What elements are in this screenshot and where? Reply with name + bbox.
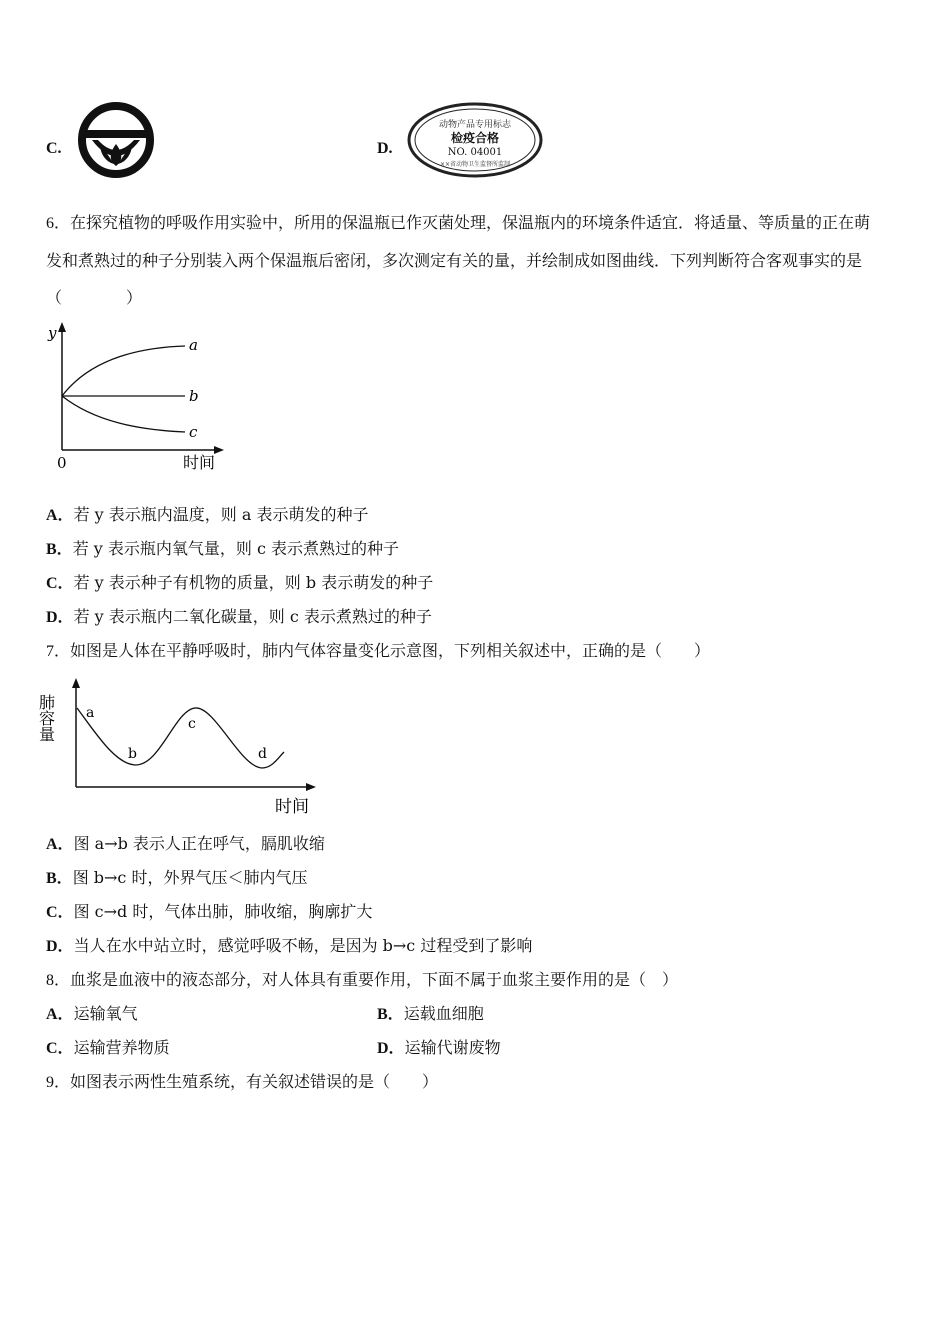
q8-text: 8．血浆是血液中的液态部分，对人体具有重要作用，下面不属于血浆主要作用的是（ ） (46, 972, 679, 989)
q7-curve (77, 708, 284, 768)
q8-option-c-letter: C． (46, 1040, 74, 1057)
q6-y-label: y (48, 324, 57, 342)
q7-option-a-text: 图 a→b 表示人正在呼气，膈肌收缩 (73, 834, 325, 853)
q8-option-c[interactable] (46, 1035, 170, 1058)
green-food-logo-icon (76, 100, 156, 180)
q6-curve-c-label: c (189, 423, 198, 441)
q6-curve-b-label: b (189, 387, 199, 405)
q6-text-line2: 发和煮熟过的种子分别装入两个保温瓶后密闭，多次测定有关的量，并绘制成如图曲线．下列判断符合客观事实的是 (46, 253, 863, 270)
q7-graph (36, 672, 330, 820)
q6-x-label: 时间 (183, 453, 216, 472)
q7-option-d[interactable] (46, 933, 532, 956)
q6-graph (40, 318, 240, 478)
q7-y-arrow-icon (72, 678, 80, 688)
q7-x-label: 时间 (275, 797, 309, 817)
q8-option-b-letter: B． (377, 1006, 404, 1023)
option-c-label: C. (46, 140, 62, 157)
q6-option-b-letter: B． (46, 541, 73, 558)
q6-option-d[interactable] (46, 604, 432, 627)
q7-y-label-text: 肺容量 (36, 694, 56, 742)
q7-option-d-text: 当人在水中站立时，感觉呼吸不畅，是因为 b→c 过程受到了影响 (73, 936, 533, 955)
stamp-line2: 检疫合格 (450, 131, 500, 145)
q6-curve-a-label: a (189, 336, 198, 354)
q7-option-d-letter: D． (46, 938, 74, 955)
q6-x-arrow-icon (214, 446, 224, 454)
q7-point-d: d (258, 746, 267, 762)
q6-option-d-text: 若 y 表示瓶内二氧化碳量，则 c 表示煮熟过的种子 (73, 607, 432, 626)
q6-origin-label: 0 (57, 454, 67, 472)
q7-text: 7．如图是人体在平静呼吸时，肺内气体容量变化示意图，下列相关叙述中，正确的是（ ） (46, 643, 711, 660)
q6-option-d-letter: D． (46, 609, 74, 626)
q6-answer-paren: （ ） (46, 288, 143, 307)
q6-text-line1: 6．在探究植物的呼吸作用实验中，所用的保温瓶已作灭菌处理，保温瓶内的环境条件适宜．将适量、等质量的正在萌 (46, 215, 871, 232)
q7-option-c[interactable] (46, 899, 372, 922)
q6-option-b-text: 若 y 表示瓶内氧气量，则 c 表示煮熟过的种子 (72, 539, 400, 558)
q8-option-a-letter: A． (46, 1006, 74, 1023)
q7-y-label (37, 693, 56, 742)
q8-option-d-letter: D． (377, 1040, 405, 1057)
q7-option-a[interactable] (46, 831, 325, 854)
q8-option-a[interactable] (46, 1001, 138, 1024)
q6-curve-a (62, 346, 185, 396)
q9-text: 9．如图表示两性生殖系统，有关叙述错误的是（ ） (46, 1074, 439, 1091)
q7-option-b-letter: B． (46, 870, 73, 887)
q7-x-arrow-icon (306, 783, 316, 791)
option-d-label: D. (377, 140, 393, 157)
q8-option-d-text: 运输代谢废物 (404, 1038, 501, 1057)
stamp-line1: 动物产品专用标志 (438, 120, 512, 130)
q6-option-a-text: 若 y 表示瓶内温度，则 a 表示萌发的种子 (73, 505, 369, 524)
q6-option-c-text: 若 y 表示种子有机物的质量，则 b 表示萌发的种子 (73, 573, 434, 592)
q6-curve-c (62, 396, 185, 432)
q7-option-c-text: 图 c→d 时，气体出肺，肺收缩，胸廓扩大 (73, 902, 373, 921)
q8-option-a-text: 运输氧气 (73, 1004, 138, 1023)
q6-y-arrow-icon (58, 322, 66, 332)
q8-option-b-text: 运载血细胞 (403, 1004, 484, 1023)
q7-point-c: c (188, 716, 196, 732)
q6-option-c[interactable] (46, 570, 433, 593)
stamp-line3: NO. 04001 (447, 147, 503, 158)
q7-option-c-letter: C． (46, 904, 74, 921)
q7-option-b[interactable] (46, 865, 307, 888)
q6-option-a[interactable] (46, 502, 369, 525)
q6-option-a-letter: A． (46, 507, 74, 524)
q7-point-b: b (128, 746, 137, 762)
q6-option-b[interactable] (46, 536, 399, 559)
q8-option-d[interactable] (377, 1035, 501, 1058)
q7-option-b-text: 图 b→c 时，外界气压＜肺内气压 (72, 868, 308, 887)
q8-option-c-text: 运输营养物质 (73, 1038, 170, 1057)
q8-option-b[interactable] (377, 1001, 484, 1024)
stamp-line4: ××省动物卫生监督所监制 (439, 161, 511, 168)
quarantine-stamp (405, 100, 545, 180)
q6-option-c-letter: C． (46, 575, 74, 592)
q7-point-a: a (86, 705, 95, 721)
q7-option-a-letter: A． (46, 836, 74, 853)
